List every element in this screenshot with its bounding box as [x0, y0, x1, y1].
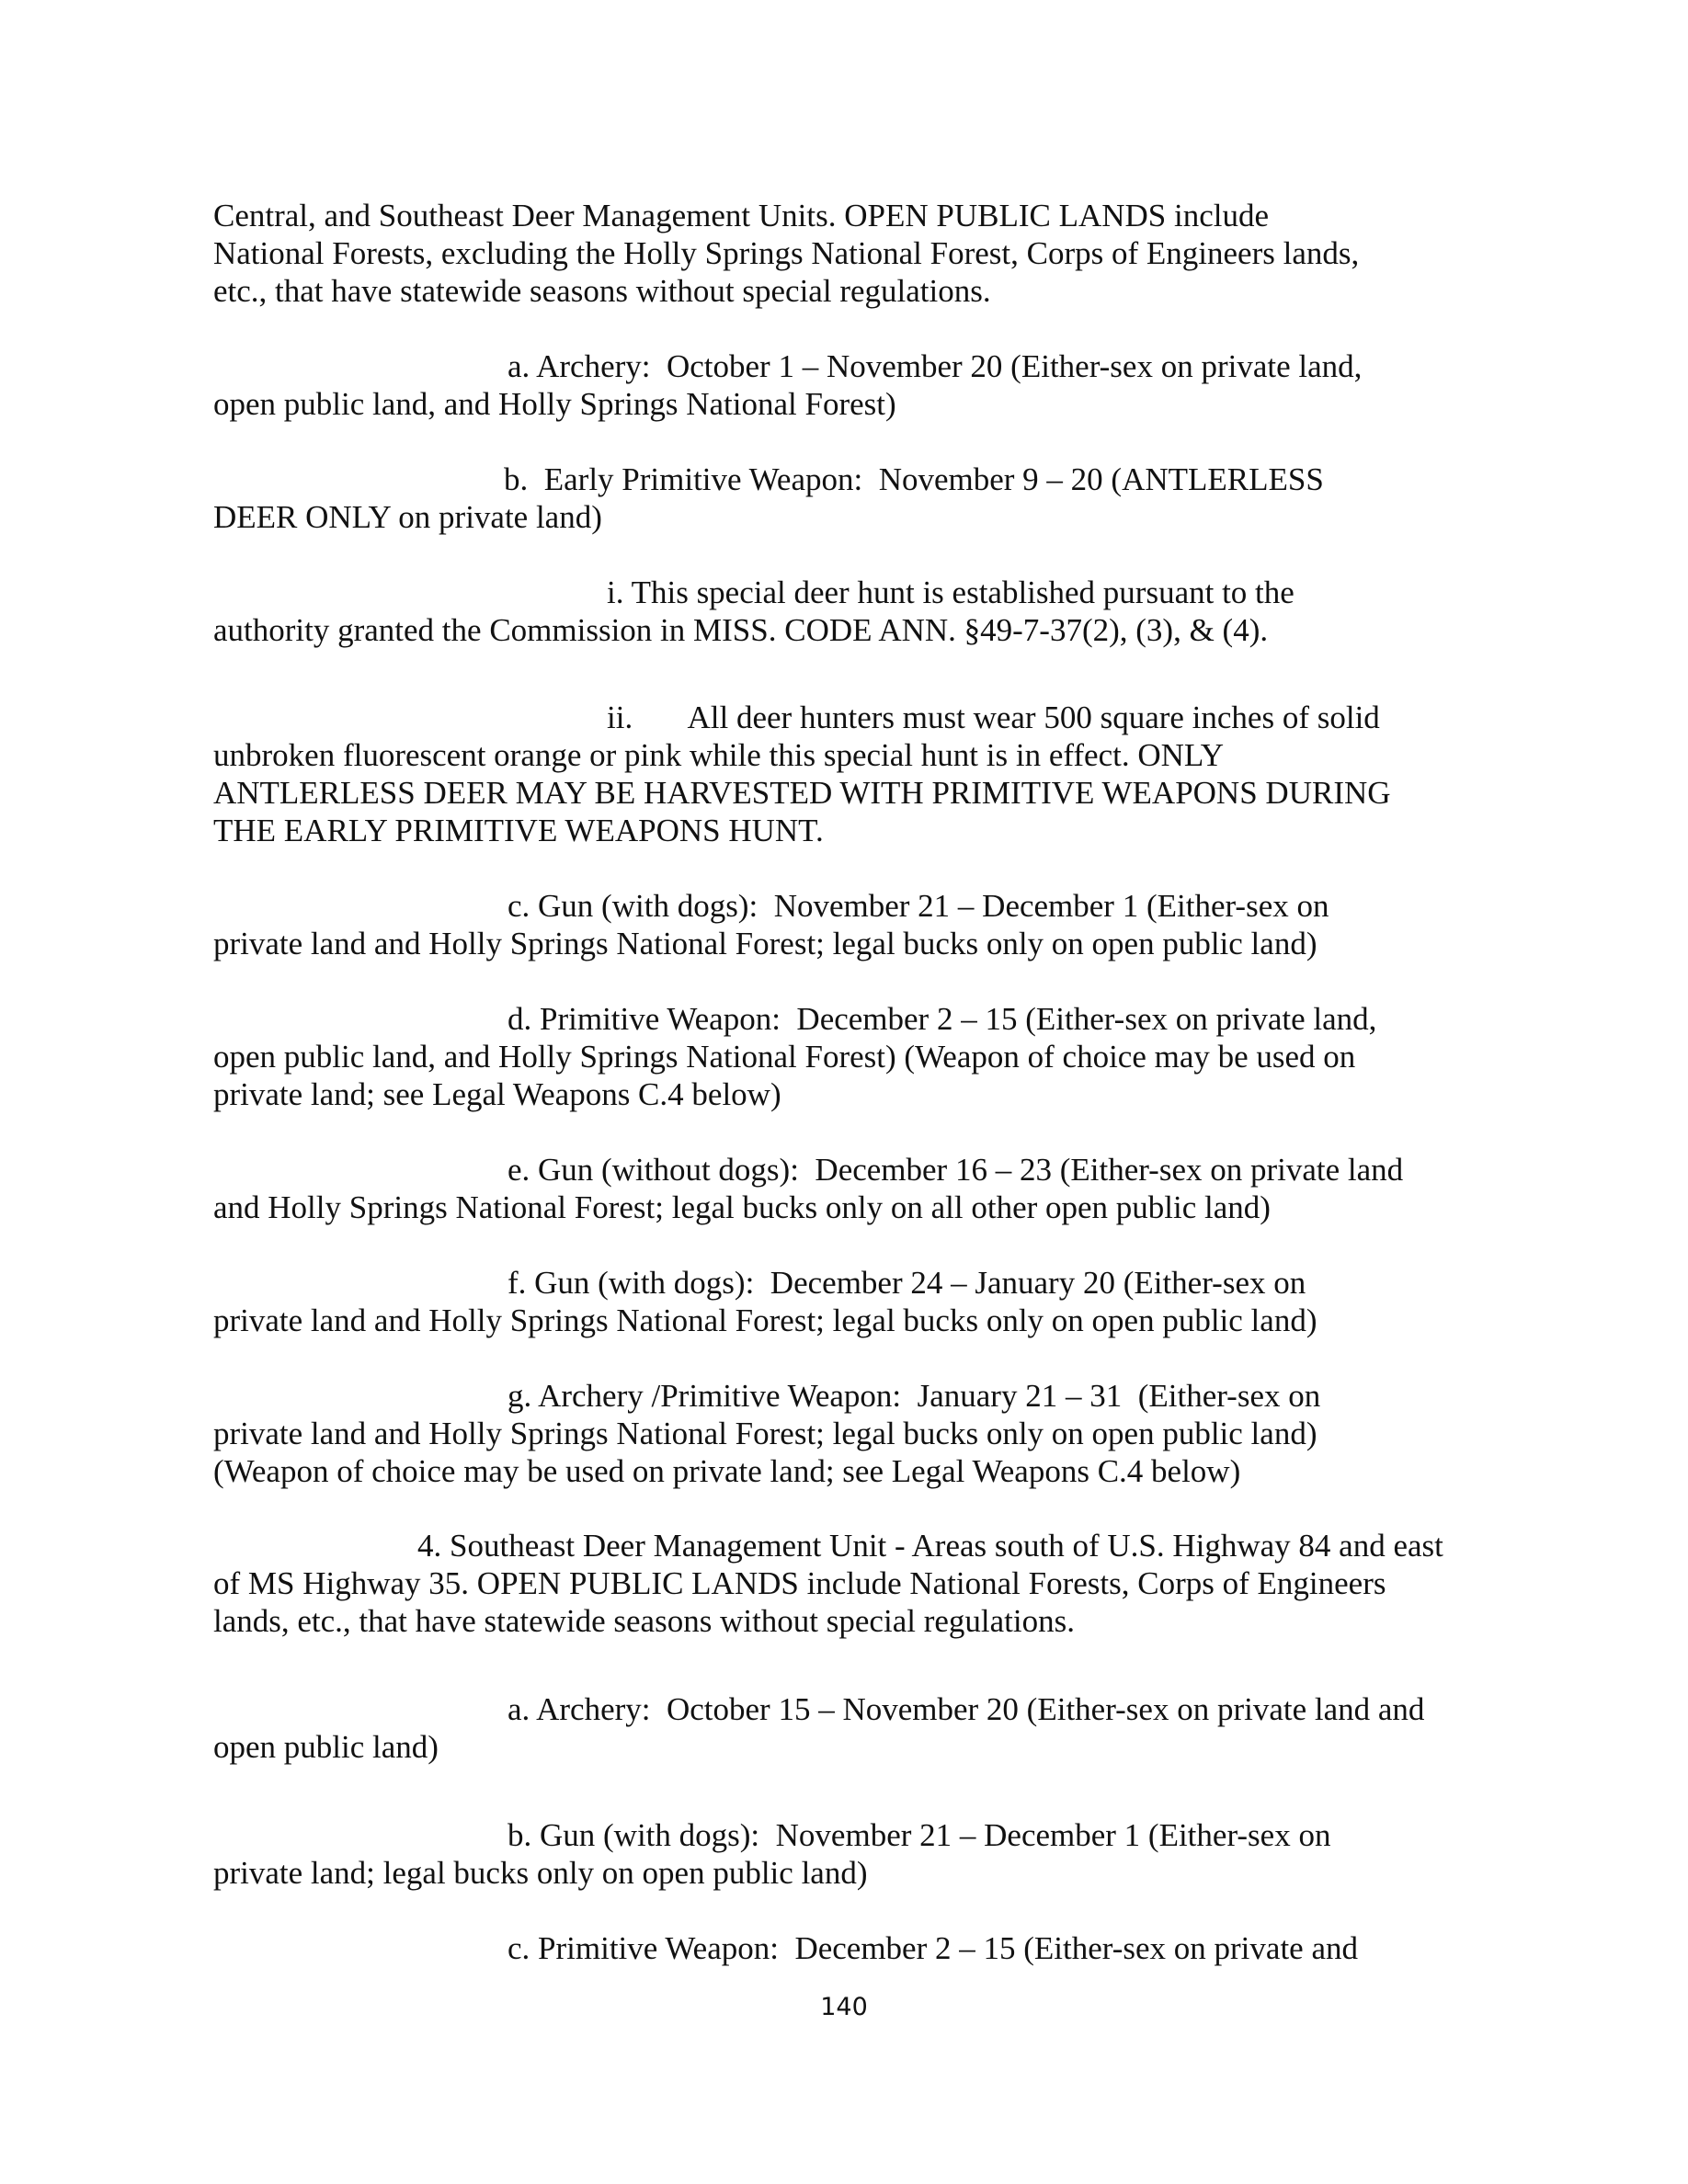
paragraph-3b-i [213, 574, 1482, 649]
paragraph-4-southeast-unit [213, 1527, 1482, 1640]
text-line: f. Gun (with dogs): December 24 – January 20 (Either-sex on [508, 1265, 1306, 1301]
text-line: etc., that have statewide seasons without special regulations. [213, 273, 991, 309]
paragraph-4b-gun-dogs [213, 1816, 1482, 1892]
text-line: c. Primitive Weapon: December 2 – 15 (Either-sex on private and [508, 1930, 1358, 1966]
text-line: Central, and Southeast Deer Management Units. OPEN PUBLIC LANDS include [213, 198, 1270, 233]
paragraph-3a-archery [213, 347, 1482, 423]
paragraph-3d-primitive [213, 1000, 1482, 1113]
text-line: b. Early Primitive Weapon: November 9 – 20 (ANTLERLESS [504, 461, 1324, 497]
page-number: 140 [820, 1993, 868, 2021]
paragraph-3b-early-primitive [213, 461, 1482, 536]
text-line: of MS Highway 35. OPEN PUBLIC LANDS include National Forests, Corps of Engineers [213, 1565, 1386, 1601]
text-line: National Forests, excluding the Holly Springs National Forest, Corps of Engineers lands, [213, 235, 1360, 271]
text-line: lands, etc., that have statewide seasons without special regulations. [213, 1603, 1075, 1639]
text-line: private land; legal bucks only on open public land) [213, 1855, 868, 1891]
text-line: ANTLERLESS DEER MAY BE HARVESTED WITH PRIMITIVE WEAPONS DURING [213, 775, 1391, 811]
paragraph-3c-gun-dogs [213, 887, 1482, 962]
text-line: i. This special deer hunt is established pursuant to the [607, 574, 1295, 610]
text-line: g. Archery /Primitive Weapon: January 21 – 31 (Either-sex on [508, 1378, 1321, 1414]
text-line: a. Archery: October 15 – November 20 (Either-sex on private land and [508, 1691, 1425, 1727]
paragraph-3e-gun-no-dogs [213, 1151, 1482, 1226]
text-line: a. Archery: October 1 – November 20 (Either-sex on private land, [508, 348, 1363, 384]
text-line: THE EARLY PRIMITIVE WEAPONS HUNT. [213, 813, 824, 848]
text-line: b. Gun (with dogs): November 21 – December 1 (Either-sex on [508, 1817, 1331, 1853]
text-line: c. Gun (with dogs): November 21 – December 1 (Either-sex on [508, 888, 1329, 924]
text-line: private land and Holly Springs National Forest; legal bucks only on open public land) [213, 1302, 1317, 1338]
text-line: open public land, and Holly Springs National Forest) (Weapon of choice may be used on [213, 1039, 1356, 1075]
text-line: private land and Holly Springs National Forest; legal bucks only on open public land) [213, 926, 1317, 961]
paragraph-unit-intro [213, 197, 1482, 310]
text-line: and Holly Springs National Forest; legal bucks only on all other open public land) [213, 1189, 1271, 1225]
text-line: open public land) [213, 1729, 439, 1765]
paragraph-3f-gun-dogs [213, 1264, 1482, 1339]
text-line: unbroken fluorescent orange or pink while this special hunt is in effect. ONLY [213, 737, 1225, 773]
text-line: private land; see Legal Weapons C.4 below) [213, 1076, 781, 1112]
text-line: (Weapon of choice may be used on private land; see Legal Weapons C.4 below) [213, 1453, 1241, 1489]
text-line: private land and Holly Springs National Forest; legal bucks only on open public land) [213, 1416, 1317, 1451]
paragraph-4a-archery [213, 1690, 1482, 1766]
text-line: ii. All deer hunters must wear 500 square inches of solid [607, 700, 1380, 735]
text-line: e. Gun (without dogs): December 16 – 23 (Either-sex on private land [508, 1152, 1404, 1188]
paragraph-4c-primitive [213, 1929, 1482, 1967]
text-line: authority granted the Commission in MISS. CODE ANN. §49-7-37(2), (3), & (4). [213, 612, 1269, 648]
text-line: d. Primitive Weapon: December 2 – 15 (Either-sex on private land, [508, 1001, 1377, 1037]
paragraph-3b-ii [213, 699, 1482, 849]
text-line: 4. Southeast Deer Management Unit - Areas south of U.S. Highway 84 and east [417, 1528, 1443, 1564]
text-line: DEER ONLY on private land) [213, 499, 602, 535]
text-line: open public land, and Holly Springs National Forest) [213, 386, 896, 422]
paragraph-3g-archery-primitive [213, 1377, 1482, 1490]
